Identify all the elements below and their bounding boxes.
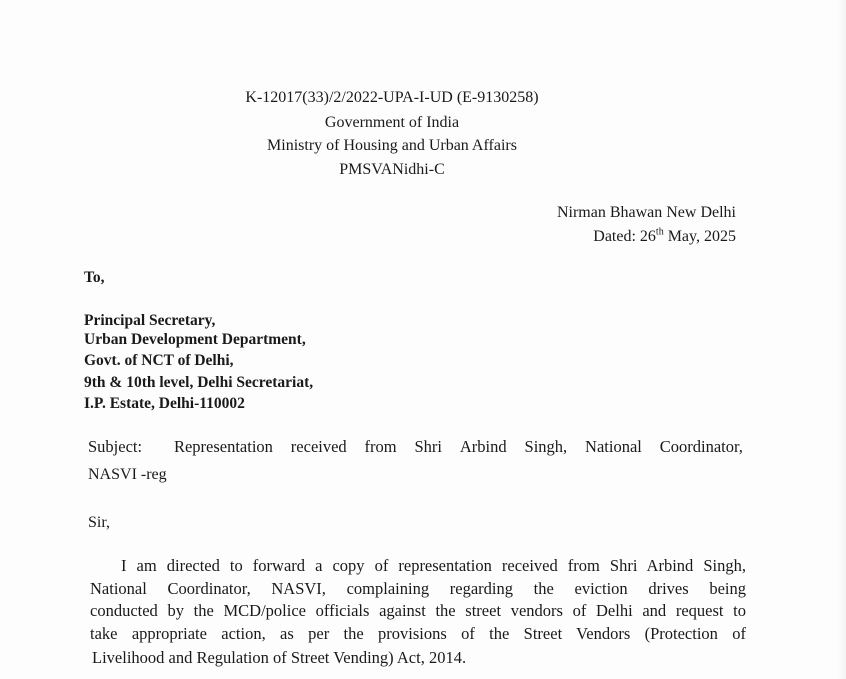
addressee-line: Govt. of NCT of Delhi, xyxy=(84,352,234,369)
file-number: K-12017(33)/2/2022-UPA-I-UD (E-9130258) xyxy=(245,89,539,106)
subject-word: Representation xyxy=(173,437,273,456)
salutation: Sir, xyxy=(88,514,111,531)
date-rest: May, 2025 xyxy=(663,228,736,245)
subject-word: from xyxy=(364,437,397,456)
addressee-line: Urban Development Department, xyxy=(84,331,306,348)
addressee-line: I.P. Estate, Delhi-110002 xyxy=(84,395,245,412)
body-line: National Coordinator, NASVI, complaining regarding the eviction drives being xyxy=(90,579,746,598)
addressee-line: Principal Secretary, xyxy=(84,312,216,329)
subject-word: National xyxy=(585,437,642,456)
subject-word: received xyxy=(290,437,347,456)
subject-word: Shri xyxy=(414,437,443,456)
place-line: Nirman Bhawan New Delhi xyxy=(556,204,736,221)
subject-label: Subject: xyxy=(88,437,143,456)
date-line xyxy=(593,227,736,247)
subject-word: Arbind xyxy=(459,437,507,456)
addressee-line: 9th & 10th level, Delhi Secretariat, xyxy=(84,374,314,391)
date-prefix: Dated: 26 xyxy=(593,228,656,245)
subject-word: Singh, xyxy=(524,437,568,456)
subject-word: Coordinator, xyxy=(659,437,743,456)
to-label: To, xyxy=(84,269,105,286)
page-edge xyxy=(836,0,846,679)
body-line: conducted by the MCD/police officials against the street vendors of Delhi and request to xyxy=(90,601,746,620)
subject-continuation: NASVI -reg xyxy=(88,466,167,483)
government-line: Government of India xyxy=(324,114,460,131)
division-line: PMSVANidhi-C xyxy=(339,161,445,178)
date-ordinal: th xyxy=(655,226,664,238)
ministry-line: Ministry of Housing and Urban Affairs xyxy=(267,137,517,154)
subject-line xyxy=(88,437,743,457)
body-last-line: Livelihood and Regulation of Street Vending) Act, 2014. xyxy=(92,648,467,667)
body-line: I am directed to forward a copy of representation received from Shri Arbind Singh, xyxy=(121,556,746,575)
body-line: take appropriate action, as per the provisions of the Street Vendors (Protection of xyxy=(90,624,746,643)
